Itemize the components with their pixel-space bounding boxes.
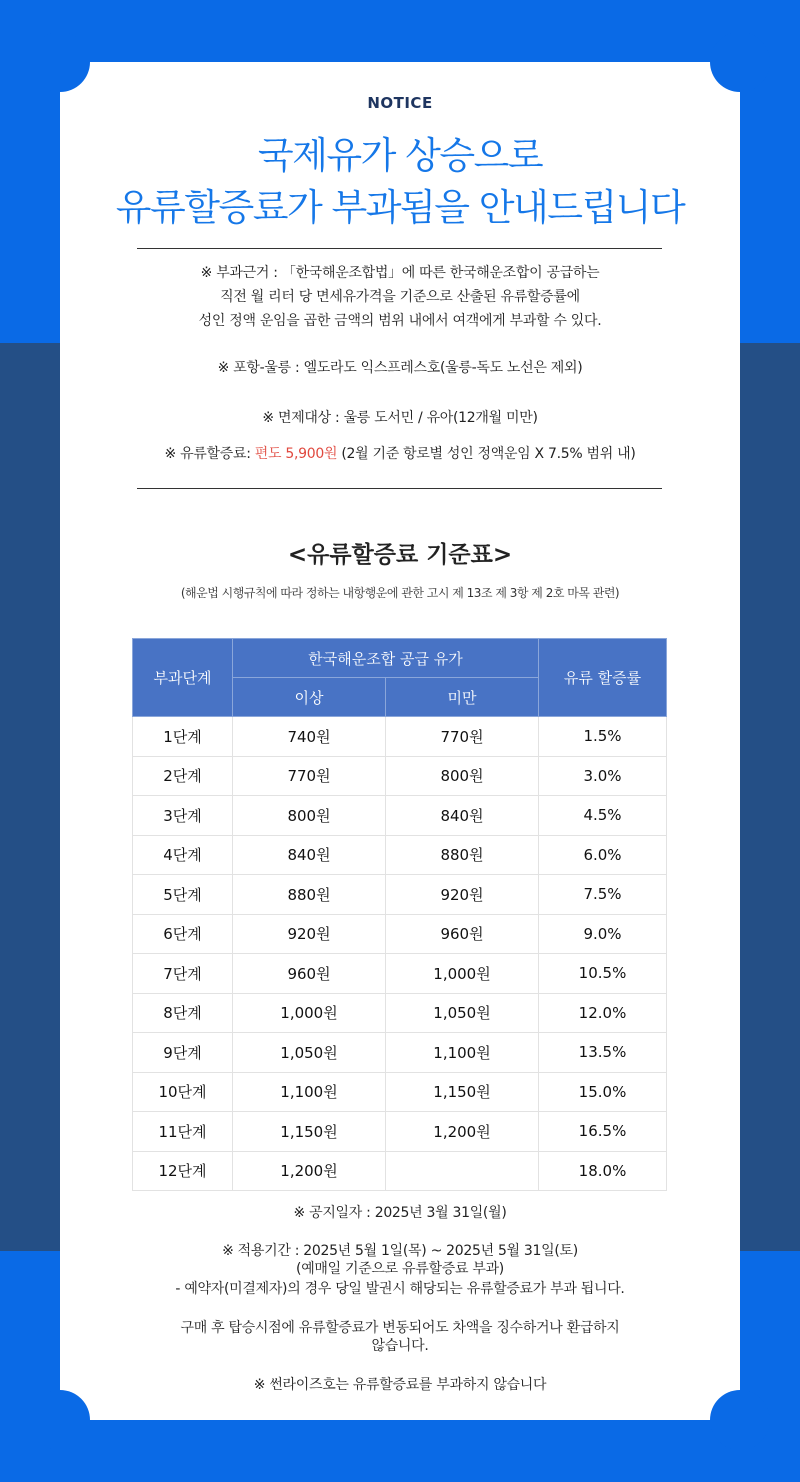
sunrise-note: ※ 썬라이즈호는 유류할증료를 부과하지 않습니다 [253, 1377, 547, 1393]
cell-max: 1,150원 [386, 1072, 539, 1112]
cell-stage: 3단계 [133, 796, 233, 836]
apply-period: ※ 적용기간 : 2025년 5월 1일(목) ~ 2025년 5월 31일(토) [222, 1243, 578, 1259]
title-line-1: 국제유가 상승으로 [257, 134, 543, 177]
reservation-note: - 예약자(미결제자)의 경우 당일 발권시 해당되는 유류할증료가 부과 됩니다. [175, 1281, 625, 1297]
cell-max: 770원 [386, 717, 539, 757]
notice-card [60, 62, 740, 1420]
cell-min: 1,100원 [233, 1072, 386, 1112]
table-row [133, 1033, 667, 1073]
cell-min: 1,000원 [233, 993, 386, 1033]
card-notch [30, 1390, 90, 1450]
basis-line: ※ 부과근거 : 「한국해운조합법」에 따른 한국해운조합이 공급하는 [200, 265, 600, 281]
divider-top [137, 248, 662, 249]
cell-max: 1,100원 [386, 1033, 539, 1073]
surcharge-amount: 편도 5,900원 [254, 446, 338, 462]
notice-label: NOTICE [367, 94, 433, 112]
cell-min: 880원 [233, 875, 386, 915]
table-row [133, 756, 667, 796]
header-rate: 유류 할증률 [539, 639, 667, 717]
cell-rate: 1.5% [539, 717, 667, 757]
cell-max: 1,000원 [386, 954, 539, 994]
card-notch [710, 1390, 770, 1450]
refund-note: 않습니다. [371, 1338, 429, 1354]
cell-max: 920원 [386, 875, 539, 915]
card-notch [710, 32, 770, 92]
cell-min: 1,050원 [233, 1033, 386, 1073]
table-subtitle: (해운법 시행규칙에 따라 정하는 내항행운에 관한 고시 제 13조 제 3항 제 2호 마목 관련) [180, 586, 620, 600]
cell-max: 1,200원 [386, 1112, 539, 1152]
cell-min: 840원 [233, 835, 386, 875]
cell-stage: 1단계 [133, 717, 233, 757]
cell-rate: 9.0% [539, 914, 667, 954]
refund-note: 구매 후 탑승시점에 유류할증료가 변동되어도 차액을 징수하거나 환급하지 [180, 1320, 620, 1336]
divider-bottom [137, 488, 662, 489]
cell-max: 1,050원 [386, 993, 539, 1033]
cell-min: 1,200원 [233, 1151, 386, 1191]
cell-stage: 5단계 [133, 875, 233, 915]
cell-max: 960원 [386, 914, 539, 954]
cell-rate: 12.0% [539, 993, 667, 1033]
cell-stage: 2단계 [133, 756, 233, 796]
table-row [133, 717, 667, 757]
cell-min: 800원 [233, 796, 386, 836]
basis-text [110, 261, 690, 333]
cell-rate: 3.0% [539, 756, 667, 796]
table-title: <유류할증료 기준표> [287, 542, 513, 568]
cell-stage: 8단계 [133, 993, 233, 1033]
header-stage: 부과단계 [133, 639, 233, 717]
table-row [133, 1112, 667, 1152]
page-title [60, 130, 740, 234]
cell-stage: 4단계 [133, 835, 233, 875]
route-text: ※ 포항-울릉 : 엘도라도 익스프레스호(울릉-독도 노선은 제외) [217, 360, 583, 376]
cell-stage: 12단계 [133, 1151, 233, 1191]
cell-max [386, 1151, 539, 1191]
cell-rate: 18.0% [539, 1151, 667, 1191]
header-max: 미만 [386, 678, 539, 717]
cell-max: 880원 [386, 835, 539, 875]
cell-rate: 6.0% [539, 835, 667, 875]
surcharge-text [110, 442, 690, 466]
cell-stage: 6단계 [133, 914, 233, 954]
basis-line: 성인 정액 운임을 곱한 금액의 범위 내에서 여객에게 부과할 수 있다. [198, 313, 602, 329]
title-line-2: 유류할증료가 부과됨을 안내드립니다 [115, 186, 685, 229]
notice-date: ※ 공지일자 : 2025년 3월 31일(월) [293, 1205, 507, 1221]
surcharge-prefix: ※ 유류할증료: [164, 446, 255, 462]
table-row [133, 914, 667, 954]
table-row [133, 993, 667, 1033]
cell-stage: 7단계 [133, 954, 233, 994]
card-notch [30, 32, 90, 92]
cell-rate: 4.5% [539, 796, 667, 836]
cell-min: 740원 [233, 717, 386, 757]
table-row [133, 954, 667, 994]
cell-rate: 10.5% [539, 954, 667, 994]
surcharge-suffix: (2월 기준 항로별 성인 정액운임 X 7.5% 범위 내) [337, 446, 636, 462]
cell-min: 960원 [233, 954, 386, 994]
table-row [133, 1072, 667, 1112]
cell-min: 920원 [233, 914, 386, 954]
cell-max: 840원 [386, 796, 539, 836]
apply-period-note: (예매일 기준으로 유류할증료 부과) [296, 1261, 504, 1277]
table-row [133, 796, 667, 836]
header-min: 이상 [233, 678, 386, 717]
cell-max: 800원 [386, 756, 539, 796]
cell-stage: 11단계 [133, 1112, 233, 1152]
exemption-text: ※ 면제대상 : 울릉 도서민 / 유아(12개월 미만) [262, 410, 538, 426]
header-supply-price: 한국해운조합 공급 유가 [233, 639, 539, 678]
table-body [133, 717, 667, 1191]
cell-min: 770원 [233, 756, 386, 796]
cell-rate: 16.5% [539, 1112, 667, 1152]
cell-rate: 7.5% [539, 875, 667, 915]
cell-stage: 9단계 [133, 1033, 233, 1073]
surcharge-rate-table [132, 638, 667, 1191]
cell-stage: 10단계 [133, 1072, 233, 1112]
table-row [133, 875, 667, 915]
cell-rate: 13.5% [539, 1033, 667, 1073]
table-row [133, 1151, 667, 1191]
cell-min: 1,150원 [233, 1112, 386, 1152]
table-row [133, 835, 667, 875]
basis-line: 직전 월 리터 당 면세유가격을 기준으로 산출된 유류할증률에 [220, 289, 580, 305]
cell-rate: 15.0% [539, 1072, 667, 1112]
